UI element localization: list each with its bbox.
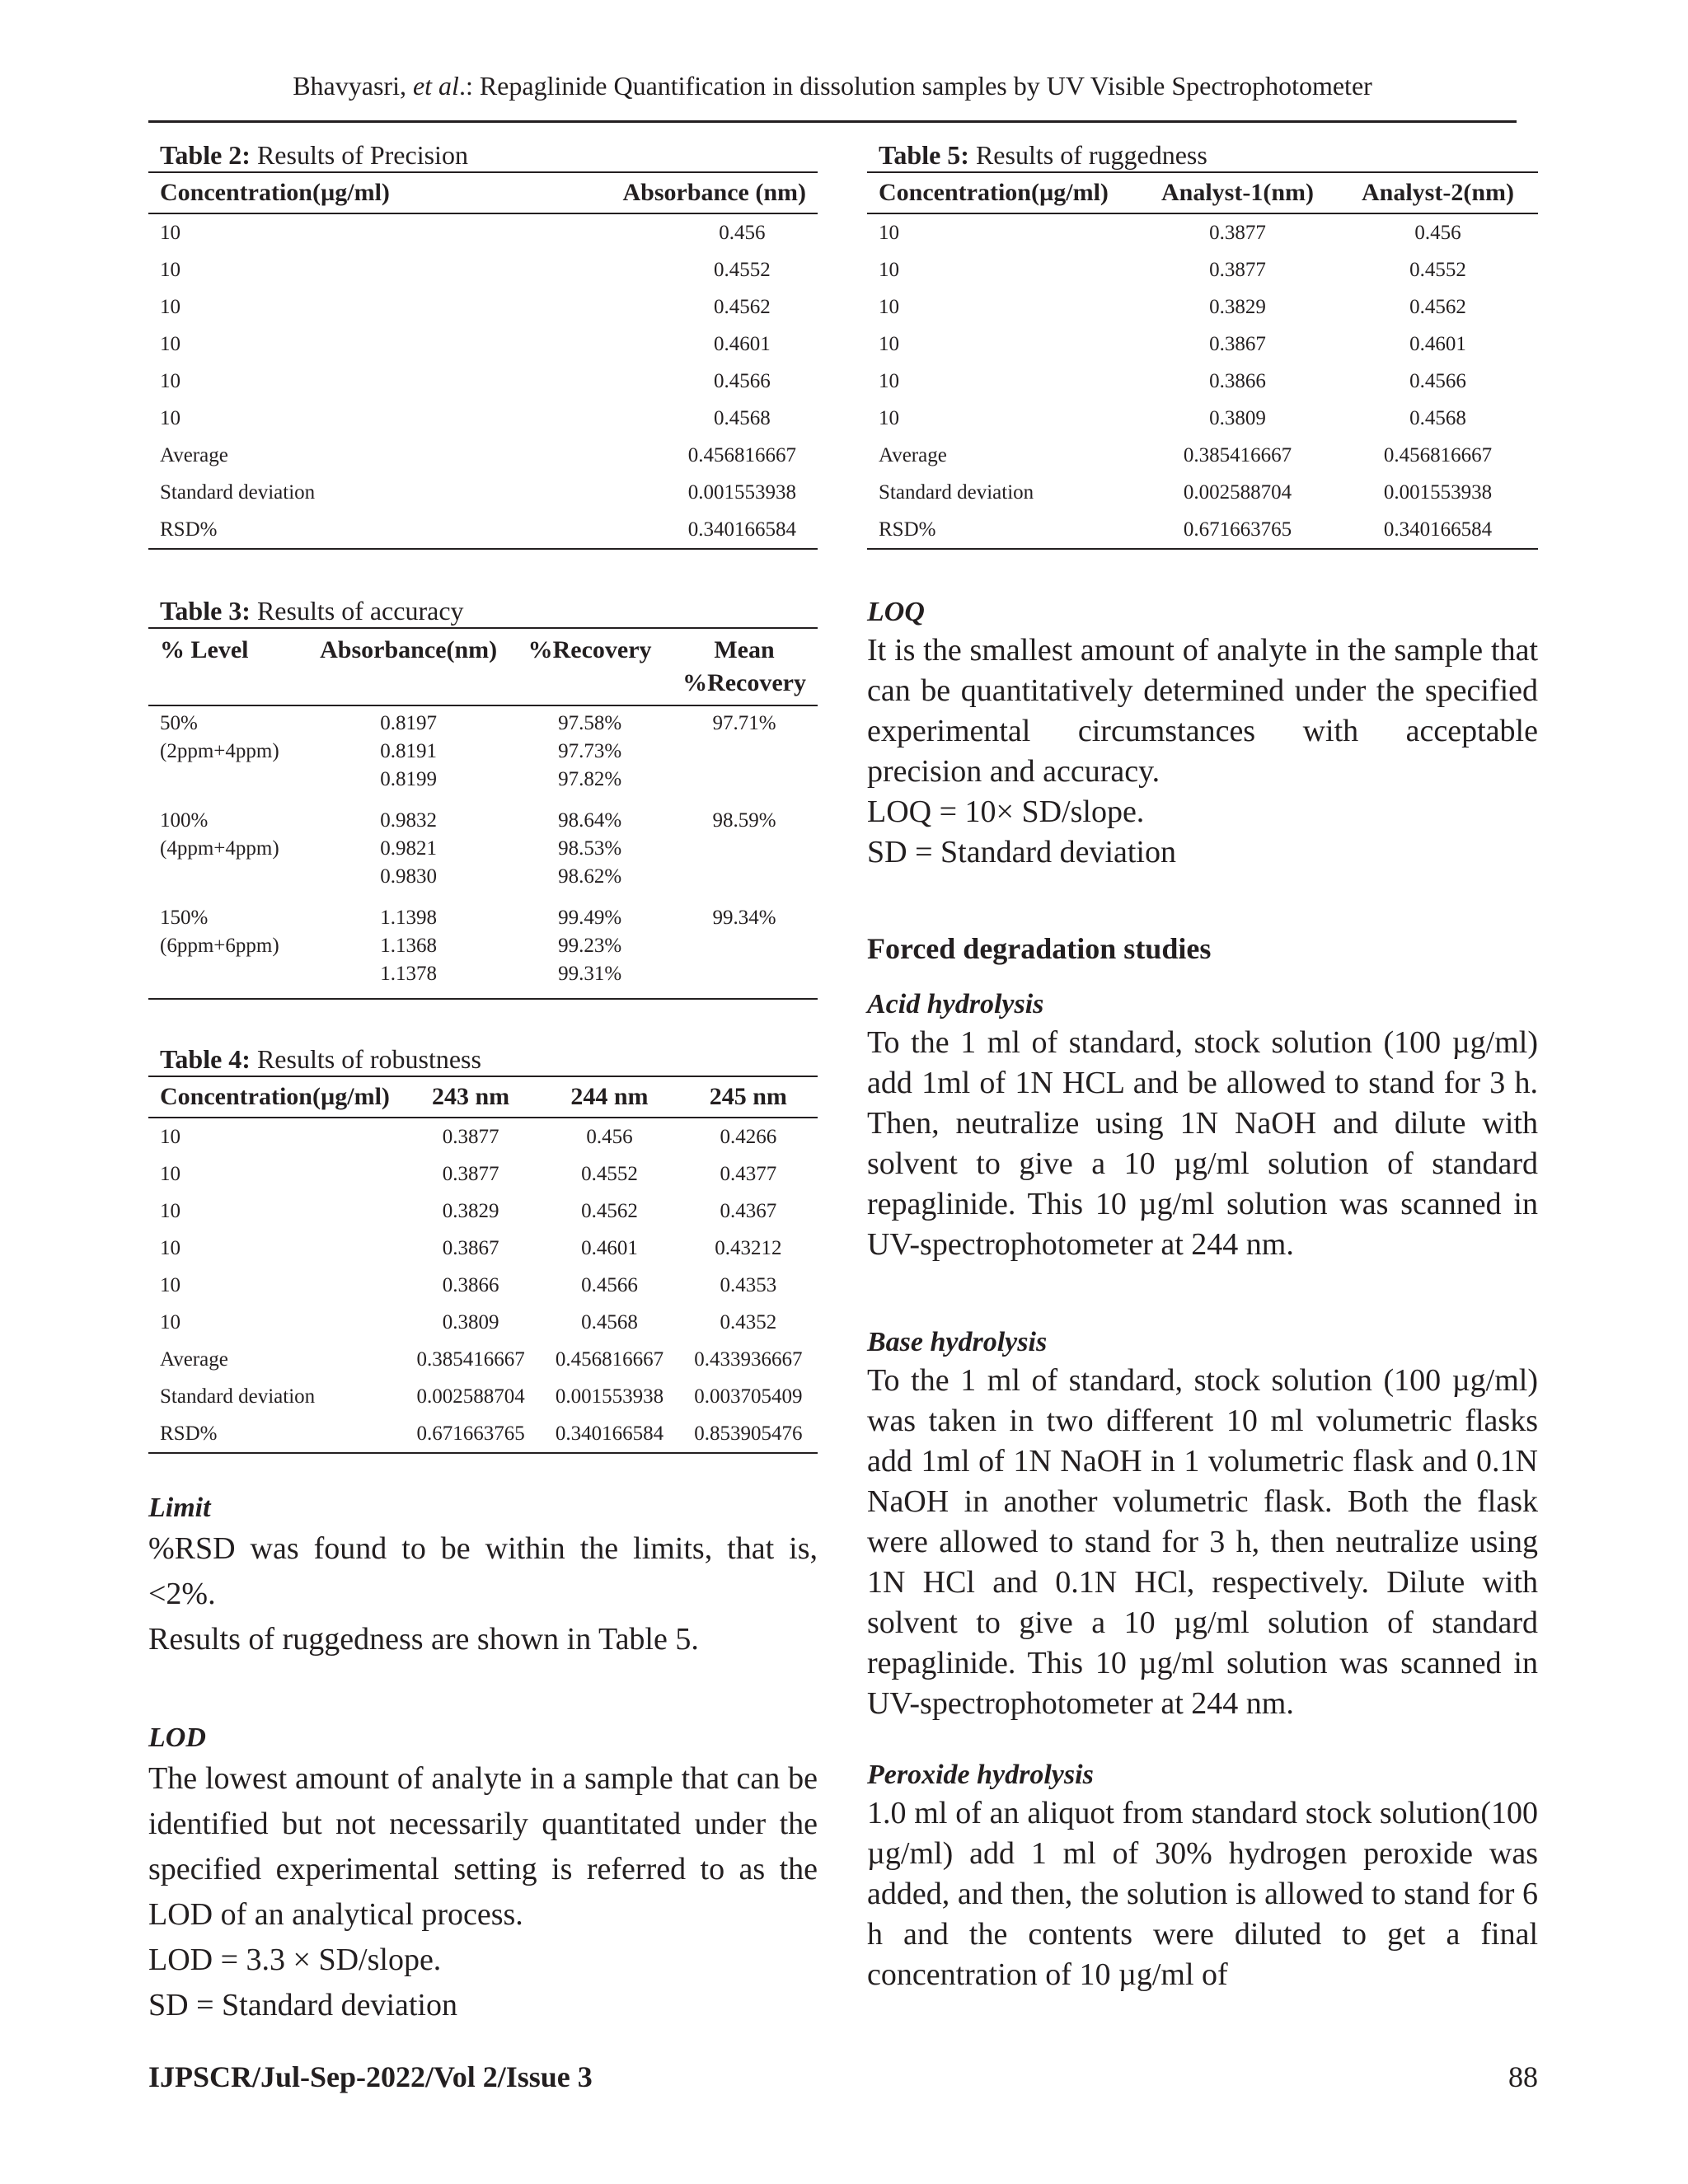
limit-heading: Limit (148, 1493, 211, 1523)
table-cell: 0.671663765 (401, 1415, 540, 1453)
cell-line: 97.58% (558, 712, 622, 734)
table-row (148, 1267, 818, 1304)
table4-header-244: 244 nm (540, 1076, 678, 1118)
table-row (867, 213, 1538, 251)
table-cell: 0.4552 (713, 259, 771, 281)
table3-caption (148, 594, 818, 627)
cell-line: 1.1368 (380, 935, 438, 957)
cell-line: 99.49% (558, 907, 622, 929)
table-cell: Average (160, 1348, 228, 1371)
table-cell: 0.4552 (1409, 259, 1466, 281)
table-row (148, 251, 818, 288)
table-cell: 10 (160, 259, 181, 281)
table-cell (509, 804, 671, 901)
lod-formula: LOD = 3.3 × SD/slope. (148, 1943, 442, 1977)
table-row (148, 1230, 818, 1267)
table-cell: 0.4552 (581, 1163, 638, 1185)
table-cell: RSD% (148, 1415, 401, 1453)
table-cell: 0.4562 (1409, 296, 1466, 318)
table-cell: 0.4562 (713, 296, 771, 318)
table-row (148, 1118, 818, 1155)
cell-line: 98.59% (712, 809, 776, 832)
table-cell: 0.3829 (1209, 296, 1266, 318)
right-column (867, 132, 1538, 1995)
cell-line: 0.9830 (380, 865, 438, 888)
header-line: Mean % (682, 636, 775, 696)
acid-hydrolysis-heading: Acid hydrolysis (867, 989, 1044, 1019)
table-cell: 0.3829 (442, 1200, 499, 1222)
lod-sd: SD = Standard deviation (148, 1988, 457, 2022)
table-cell: 10 (160, 296, 181, 318)
cell-line: 1.1398 (380, 907, 438, 929)
table2-header-absorbance: Absorbance (nm) (415, 172, 818, 213)
table-row (867, 288, 1538, 326)
table-cell: 10 (160, 1311, 181, 1333)
base-hydrolysis-text: To the 1 ml of standard, stock solution (100 µg/ml) was taken in two different 10 ml volumetric flasks add 1ml of 1N NaOH in 1 volumetric flask and 0.1N NaOH in another volumetric flask. Both the flask were allowed to stand for 3 h, then neutralize using 1N HCl and 0.1N HCl, respectively. Dilute with solvent to give a 10 µg/ml solution of standard repaglinide. This 10 µg/ml solution was scanned in UV-spectrophotometer at 244 nm. (867, 1363, 1538, 1721)
table4-header-245: 245 nm (679, 1076, 818, 1118)
table-cell: 0.4367 (720, 1200, 777, 1222)
table-cell: 0.340166584 (415, 511, 818, 549)
table-cell: 10 (879, 370, 899, 392)
cell-line: 99.23% (558, 935, 622, 957)
table-cell: 0.3877 (442, 1126, 499, 1148)
table2-title: Results of Precision (250, 140, 468, 170)
table4-robustness (148, 1076, 818, 1454)
cell-line: 100% (160, 809, 209, 832)
table-cell: 0.456 (719, 222, 766, 244)
table-cell: 0.456 (1414, 222, 1461, 244)
cell-line: 97.73% (558, 740, 622, 762)
table-cell: 0.456816667 (555, 1348, 664, 1371)
table-cell: 0.001553938 (555, 1385, 664, 1408)
cell-line: 97.71% (712, 712, 776, 734)
cell-line: (2ppm+4ppm) (160, 740, 279, 762)
table-cell: 10 (879, 407, 899, 429)
header-line: % (528, 636, 553, 663)
table5-header-concentration: Concentration(µg/ml) (867, 172, 1137, 213)
table2-caption (148, 138, 818, 171)
lod-heading: LOD (148, 1722, 206, 1753)
table-row (148, 901, 818, 999)
table-cell: 0.3877 (442, 1163, 499, 1185)
table-cell (148, 804, 308, 901)
table-row (148, 1193, 818, 1230)
table-row (148, 1415, 818, 1453)
table-cell: 10 (160, 1163, 181, 1185)
table5-header-analyst2: Analyst-2(nm) (1338, 172, 1538, 213)
table-row (867, 400, 1538, 437)
table2-header-concentration: Concentration(µg/ml) (148, 172, 415, 213)
table-cell: 10 (160, 222, 181, 244)
table-row (148, 213, 818, 251)
cell-line: (6ppm+6ppm) (160, 935, 279, 957)
cell-line: 99.31% (558, 963, 622, 985)
table-cell: 0.3866 (1209, 370, 1266, 392)
table-row (867, 437, 1538, 474)
table5-ruggedness (867, 171, 1538, 550)
table-cell (671, 705, 818, 804)
header-author: Bhavyasri, (293, 71, 413, 101)
cell-line: 1.1378 (380, 963, 438, 985)
cell-line: 150% (160, 907, 209, 929)
table-row (148, 363, 818, 400)
cell-line: 99.34% (712, 907, 776, 929)
loq-text: It is the smallest amount of analyte in the sample that can be quantitatively determined under the specified experimental circumstances with acceptable precision and accuracy. (867, 633, 1538, 789)
header-line: Absorbance (320, 636, 447, 663)
table-cell: 0.3867 (1209, 333, 1266, 355)
table-cell: Average (879, 444, 947, 466)
table-cell (509, 705, 671, 804)
table-cell (308, 804, 509, 901)
table-cell: 0.340166584 (1338, 511, 1538, 549)
table-cell: 0.4568 (581, 1311, 638, 1333)
table5-label: Table 5: (879, 140, 969, 170)
lod-text: The lowest amount of analyte in a sample that can be identified but not necessarily quantitated under the specified experimental setting is referred to as the LOD of an analytical process. (148, 1761, 818, 1932)
cell-line: 0.9821 (380, 837, 438, 860)
table-cell: Standard deviation (879, 481, 1034, 504)
left-column (148, 132, 818, 2028)
table-cell: 10 (879, 296, 899, 318)
table-cell: 0.340166584 (540, 1415, 678, 1453)
table-cell: RSD% (148, 511, 415, 549)
table-cell: 10 (160, 333, 181, 355)
table-cell: 10 (160, 1274, 181, 1296)
table4-header-concentration: Concentration(µg/ml) (148, 1076, 401, 1118)
cell-line: 50% (160, 712, 198, 734)
table-row (867, 511, 1538, 549)
table-cell: RSD% (867, 511, 1137, 549)
header-rule (148, 120, 1517, 123)
table-cell: 0.456 (586, 1126, 633, 1148)
table-row (148, 326, 818, 363)
table-cell: 10 (879, 222, 899, 244)
cell-line: 0.9832 (380, 809, 438, 832)
table3-title: Results of accuracy (250, 596, 464, 626)
table-cell: 0.4566 (713, 370, 771, 392)
table-row (867, 251, 1538, 288)
table-cell: 0.385416667 (1183, 444, 1292, 466)
table3-header-absorbance (308, 628, 509, 705)
table-row (148, 1304, 818, 1341)
table-cell: 0.4566 (1409, 370, 1466, 392)
table-cell: 0.3866 (442, 1274, 499, 1296)
table5-title: Results of ruggedness (968, 140, 1207, 170)
cell-line: 0.8191 (380, 740, 438, 762)
cell-line: 0.8197 (380, 712, 438, 734)
acid-hydrolysis-text: To the 1 ml of standard, stock solution (100 µg/ml) add 1ml of 1N HCL and be allowed to stand for 3 h. Then, neutralize using 1N NaOH and dilute with solvent to give a 10 µg/ml solution of standard repaglinide. This 10 µg/ml solution was scanned in UV-spectrophotometer at 244 nm. (867, 1025, 1538, 1262)
table5-caption (867, 138, 1538, 171)
table3-header-recovery (509, 628, 671, 705)
table2-label: Table 2: (160, 140, 251, 170)
table3-header-level (148, 628, 308, 705)
peroxide-hydrolysis-text: 1.0 ml of an aliquot from standard stock solution(100 µg/ml) add 1 ml of 30% hydrogen peroxide was added, and then, the solution is allowed to stand for 6 h and the contents were diluted to get a final concentration of 10 µg/ml of (867, 1796, 1538, 1992)
table-cell: 0.3867 (442, 1237, 499, 1259)
table-cell: 10 (160, 407, 181, 429)
table-cell: 0.4568 (1409, 407, 1466, 429)
table-cell: 0.4566 (581, 1274, 638, 1296)
base-hydrolysis-heading: Base hydrolysis (867, 1327, 1048, 1357)
table-cell: 0.4353 (720, 1274, 777, 1296)
table-cell: 0.3877 (1209, 259, 1266, 281)
table-cell: 0.002588704 (1183, 481, 1292, 504)
table-cell: 0.853905476 (679, 1415, 818, 1453)
table-cell: 0.456816667 (1383, 444, 1493, 466)
table3-header-level-text: % Level (160, 636, 249, 663)
footer-journal: IJPSCR/Jul-Sep-2022/Vol 2/Issue 3 (148, 2060, 593, 2093)
table-cell: 0.43212 (715, 1237, 782, 1259)
table-cell: 0.4377 (720, 1163, 777, 1185)
table-cell: 0.4601 (581, 1237, 638, 1259)
table-cell: Standard deviation (160, 481, 316, 504)
table-row (148, 705, 818, 804)
peroxide-hydrolysis-heading: Peroxide hydrolysis (867, 1760, 1094, 1790)
table-cell: 0.456816667 (687, 444, 796, 466)
header-line: Recovery (552, 636, 652, 663)
table3-header-mean-recovery (671, 628, 818, 705)
cell-line: 0.8199 (380, 768, 438, 790)
table-cell: 10 (160, 1237, 181, 1259)
cell-line: 98.53% (558, 837, 622, 860)
table-cell: 0.4352 (720, 1311, 777, 1333)
table-cell: 0.433936667 (694, 1348, 803, 1371)
cell-line: 97.82% (558, 768, 622, 790)
table3-label: Table 3: (160, 596, 251, 626)
cell-line: 98.64% (558, 809, 622, 832)
table-cell (148, 705, 308, 804)
table-cell: Standard deviation (160, 1385, 316, 1408)
table-row (148, 804, 818, 901)
table-cell: 0.4601 (1409, 333, 1466, 355)
table-row (148, 1341, 818, 1378)
header-etal: et al (412, 71, 459, 101)
table2-precision (148, 171, 818, 550)
table-cell: 0.385416667 (416, 1348, 525, 1371)
table-cell (509, 901, 671, 999)
table-cell: Average (160, 444, 228, 466)
header-line: (nm) (446, 636, 498, 663)
forced-degradation-heading: Forced degradation studies (867, 932, 1212, 965)
header-line: Recovery (707, 669, 806, 696)
table-cell (671, 804, 818, 901)
table-cell: 10 (879, 333, 899, 355)
table-cell: 0.4562 (581, 1200, 638, 1222)
loq-formula: LOQ = 10× SD/slope. (867, 794, 1145, 829)
table-row (148, 400, 818, 437)
table-cell: 0.002588704 (416, 1385, 525, 1408)
table4-caption (148, 1043, 818, 1076)
table4-title: Results of robustness (250, 1044, 481, 1074)
table4-label: Table 4: (160, 1044, 251, 1074)
table-cell (148, 901, 308, 999)
cell-line: 98.62% (558, 865, 622, 888)
table-cell: 0.001553938 (1383, 481, 1493, 504)
table-row (148, 1378, 818, 1415)
table-cell (308, 901, 509, 999)
table-cell (671, 901, 818, 999)
table-row (867, 474, 1538, 511)
table-row (148, 437, 818, 474)
table-row (148, 1155, 818, 1193)
page-number: 88 (1508, 2060, 1538, 2093)
table-cell: 10 (160, 1200, 181, 1222)
table-row (867, 363, 1538, 400)
table-cell: 0.3877 (1209, 222, 1266, 244)
loq-heading: LOQ (867, 597, 925, 627)
table-cell: 10 (879, 259, 899, 281)
table-cell: 0.671663765 (1137, 511, 1338, 549)
table-cell: 0.3809 (442, 1311, 499, 1333)
table-row (148, 511, 818, 549)
table-cell: 0.4601 (713, 333, 771, 355)
table-cell: 10 (160, 1126, 181, 1148)
table-cell: 0.001553938 (687, 481, 796, 504)
limit-note: Results of ruggedness are shown in Table 5. (148, 1622, 699, 1657)
table5-header-analyst1: Analyst-1(nm) (1137, 172, 1338, 213)
table3-accuracy (148, 627, 818, 1000)
table-row (148, 474, 818, 511)
table-row (867, 326, 1538, 363)
table-cell (308, 705, 509, 804)
table-cell: 10 (160, 370, 181, 392)
cell-line: (4ppm+4ppm) (160, 837, 279, 860)
table4-header-243: 243 nm (401, 1076, 540, 1118)
table-cell: 0.4568 (713, 407, 771, 429)
running-header (148, 69, 1517, 102)
table-row (148, 288, 818, 326)
header-title: .: Repaglinide Quantification in dissolution samples by UV Visible Spectrophotometer (458, 71, 1372, 101)
table-cell: 0.003705409 (694, 1385, 803, 1408)
table-cell: 0.3809 (1209, 407, 1266, 429)
limit-text: %RSD was found to be within the limits, that is, <2%. (148, 1531, 818, 1611)
loq-sd: SD = Standard deviation (867, 835, 1176, 869)
table-cell: 0.4266 (720, 1126, 777, 1148)
